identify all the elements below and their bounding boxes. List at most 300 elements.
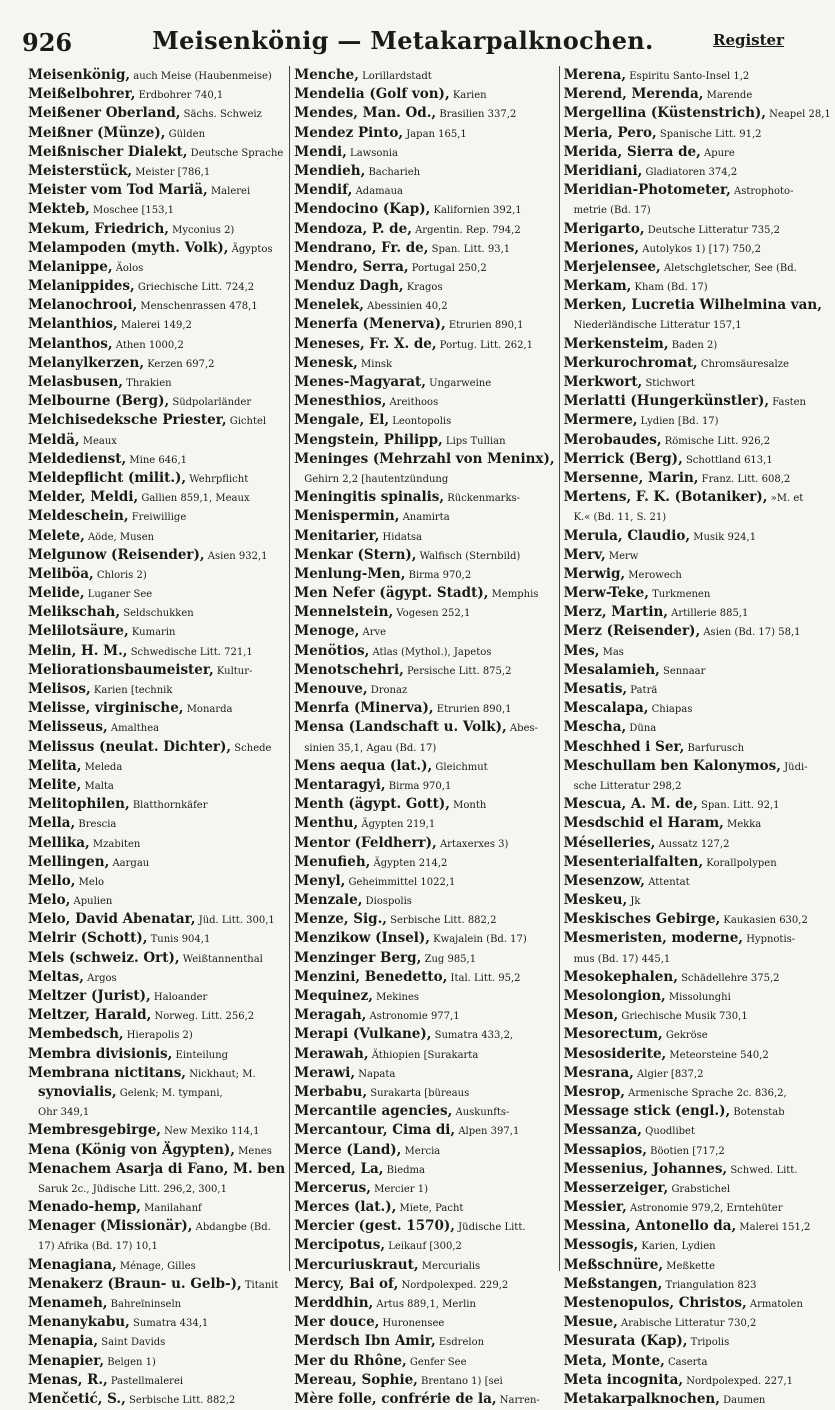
entry-reference: Paträ	[627, 685, 658, 696]
entry-headword: Mertens, F. K. (Botaniker),	[563, 489, 768, 506]
entry-headword: Melanochrooi,	[28, 297, 138, 314]
entry-headword: Messapios,	[563, 1141, 647, 1158]
entry-reference: Ägypten 219,1	[358, 819, 436, 831]
index-entry	[294, 411, 554, 430]
index-entry	[294, 220, 554, 239]
entry-reference: Amalthea	[107, 723, 160, 735]
entry-reference: Zug 985,1	[421, 953, 477, 965]
entry-headword: Menado-hemp,	[28, 1199, 141, 1216]
index-entry	[294, 1006, 554, 1025]
index-entry	[564, 162, 831, 181]
entry-reference: Etrurien 890,1	[445, 320, 524, 332]
index-entry	[564, 680, 831, 699]
entry-reference: Einteilung	[172, 1049, 229, 1061]
entry-reference: mus (Bd. 17) 445,1	[573, 953, 671, 965]
entry-headword: Mendes, Man. Od.,	[294, 105, 437, 122]
index-entry	[294, 450, 554, 469]
entry-headword: Meldeschein,	[28, 508, 129, 525]
index-entry	[28, 987, 285, 1006]
index-entry	[564, 1256, 831, 1275]
index-entry	[564, 1025, 831, 1044]
entry-headword: Mesatis,	[563, 681, 628, 697]
entry-headword: Mendi,	[294, 143, 347, 160]
index-entry	[28, 354, 285, 373]
entry-reference: Missolunghi	[665, 992, 731, 1003]
index-entry	[28, 1198, 285, 1217]
entry-headword: Melgunow (Reisender),	[28, 546, 205, 563]
entry-reference: Mercier 1)	[370, 1183, 428, 1195]
entry-reference: Botenstab	[730, 1107, 785, 1119]
index-entry	[564, 603, 831, 622]
index-entry	[294, 661, 554, 680]
entry-headword: Merena,	[563, 67, 627, 83]
entry-reference: Meaux	[79, 435, 117, 447]
entry-reference: Areithoos	[386, 397, 439, 409]
entry-headword: Meldedienst,	[28, 450, 127, 467]
entry-reference: Artaxerxes 3)	[436, 838, 509, 850]
entry-headword: Mercuriuskraut,	[294, 1256, 419, 1273]
entry-reference: Aussatz 127,2	[655, 838, 730, 850]
entry-headword: Meta, Monte,	[563, 1352, 665, 1369]
entry-reference: Anamirta	[399, 512, 450, 524]
index-entry	[294, 1371, 554, 1390]
entry-headword: Menouve,	[294, 681, 368, 697]
entry-headword: Message stick (engl.),	[563, 1103, 731, 1120]
index-entry	[294, 680, 554, 699]
entry-reference: Musik 924,1	[690, 531, 757, 543]
entry-reference: Malta	[81, 780, 114, 792]
index-entry	[28, 335, 285, 354]
entry-reference: Moschee [153,1	[89, 205, 175, 217]
index-entry	[294, 834, 554, 853]
index-entry	[28, 1256, 285, 1275]
entry-headword: Metakarpalknochen,	[563, 1390, 720, 1407]
entry-headword: Menerfa (Menerva),	[294, 316, 446, 333]
entry-reference: Neapel 28,1	[765, 109, 831, 121]
index-entry	[294, 1141, 554, 1160]
entry-reference: Brentano 1) [sei	[417, 1375, 503, 1387]
entry-reference: Tripolis	[687, 1337, 730, 1349]
entry-reference: Miete, Pacht	[396, 1203, 464, 1215]
index-entry	[564, 354, 831, 373]
entry-headword: Menapia,	[28, 1333, 99, 1350]
index-entry	[28, 239, 285, 258]
entry-headword: Membra divisionis,	[28, 1045, 173, 1062]
index-column-right	[559, 66, 835, 1407]
entry-reference: Malerei 151,2	[736, 1222, 811, 1234]
index-entry	[564, 1390, 831, 1409]
entry-reference: Month	[449, 800, 487, 812]
entry-headword: Mendelia (Golf von),	[294, 86, 450, 103]
entry-headword: Meragah,	[294, 1007, 367, 1024]
entry-headword: Melder, Meldi,	[28, 489, 139, 506]
entry-reference: Südpolarländer	[169, 397, 252, 409]
entry-reference: Jüdische Litt.	[454, 1222, 526, 1234]
entry-reference: Ägyptos	[228, 243, 273, 255]
entry-headword: Mersenne, Marin,	[563, 469, 699, 486]
entry-reference: Leikauf [300,2	[385, 1241, 462, 1253]
entry-headword: Menyl,	[294, 872, 346, 889]
index-entry	[564, 738, 831, 757]
entry-reference: Nickhaut; M.	[186, 1068, 256, 1080]
index-entry	[294, 814, 554, 833]
index-entry	[28, 1064, 285, 1083]
index-entry	[294, 929, 554, 948]
index-entry	[564, 1083, 831, 1102]
entry-headword: Mequinez,	[294, 988, 373, 1004]
entry-reference: Merw	[605, 550, 639, 562]
index-entry	[564, 373, 831, 392]
entry-headword: Menkar (Stern),	[294, 546, 417, 563]
entry-headword: Mello,	[28, 872, 76, 889]
index-entry	[28, 296, 285, 315]
index-entry	[28, 220, 285, 239]
entry-reference: Marende	[703, 90, 753, 102]
entry-reference: Kham (Bd. 17)	[631, 282, 708, 294]
index-entry	[564, 795, 831, 814]
entry-reference: Karien [technik	[90, 685, 173, 696]
index-entry	[28, 1294, 285, 1313]
entry-reference: Menschenrassen 478,1	[137, 301, 258, 313]
index-entry	[564, 1313, 831, 1332]
entry-reference: Saint Davids	[98, 1337, 166, 1349]
index-entry	[28, 258, 285, 277]
index-entry	[564, 1141, 831, 1160]
entry-reference: Artillerie 885,1	[667, 608, 749, 620]
entry-reference: Mzabiten	[89, 838, 141, 850]
entry-headword: Menas, R.,	[28, 1371, 108, 1388]
entry-headword: Menes-Magyarat,	[294, 374, 426, 390]
entry-headword: Mendro, Serra,	[294, 258, 409, 275]
entry-reference: Argos	[83, 972, 117, 984]
entry-reference: Menes	[235, 1145, 272, 1157]
entry-reference: metrie (Bd. 17)	[573, 205, 651, 217]
entry-headword: Melanthios,	[28, 316, 118, 333]
index-column-middle	[289, 66, 558, 1407]
index-entry	[28, 315, 285, 334]
entry-reference: Spanische Litt. 91,2	[656, 128, 762, 140]
entry-headword: Merjelensee,	[563, 258, 661, 275]
index-entry	[564, 411, 831, 430]
index-entry	[564, 239, 831, 258]
entry-reference: Ménage, Gilles	[116, 1260, 196, 1272]
entry-headword: Melo, David Abenatar,	[28, 911, 196, 928]
entry-headword: Melikschah,	[28, 604, 121, 621]
index-entry	[564, 1352, 831, 1371]
entry-headword: Meria, Pero,	[563, 124, 657, 141]
entry-headword: Melisse, virginische,	[28, 700, 184, 717]
entry-headword: Melo,	[28, 892, 71, 909]
entry-headword: Mesolongion,	[563, 988, 666, 1004]
index-entry	[564, 661, 831, 680]
entry-reference: Apulien	[70, 896, 113, 908]
index-entry	[28, 910, 285, 929]
entry-headword: Mendrano, Fr. de,	[294, 239, 429, 256]
index-entry	[294, 872, 554, 891]
index-entry	[294, 315, 554, 334]
index-entry	[564, 1102, 831, 1121]
index-entry	[564, 296, 831, 315]
entry-headword: Meisenkönig,	[28, 67, 131, 83]
index-entry	[28, 1275, 285, 1294]
entry-headword: Mendoza, P. de,	[294, 220, 412, 237]
entry-reference: Autolykos 1) [17) 750,2	[639, 243, 761, 255]
index-entry	[564, 1179, 831, 1198]
index-entry	[28, 853, 285, 872]
entry-headword: Melete,	[28, 527, 85, 544]
entry-reference: Ägypten 214,2	[370, 857, 448, 869]
entry-headword: Mesrana,	[563, 1064, 634, 1081]
index-entry	[28, 450, 285, 469]
index-entry	[564, 431, 831, 450]
index-entry	[294, 1083, 554, 1102]
index-entry	[294, 162, 554, 181]
index-entry	[294, 124, 554, 143]
entry-headword: Mesmeristen, moderne,	[563, 930, 744, 947]
index-entry	[294, 239, 554, 258]
entry-reference: Alpen 397,1	[455, 1126, 520, 1138]
entry-headword: Meißner (Münze),	[28, 124, 166, 141]
entry-headword: Mer du Rhône,	[294, 1352, 407, 1369]
index-entry	[294, 1160, 554, 1179]
page-number: 926	[22, 28, 73, 57]
entry-reference: Diospolis	[362, 896, 412, 908]
entry-reference: Wehrpflicht	[186, 473, 249, 485]
entry-headword: Merken, Lucretia Wilhelmina van,	[563, 297, 822, 314]
entry-headword: Messina, Antonello da,	[563, 1218, 737, 1235]
entry-headword: Melisseus,	[28, 719, 108, 736]
entry-reference: Armatolen	[746, 1299, 803, 1310]
entry-reference: Esdrelon	[435, 1337, 485, 1349]
entry-reference: Abes-	[506, 723, 538, 735]
index-entry	[28, 680, 285, 699]
entry-headword: Merobaudes,	[563, 431, 662, 448]
index-entry	[294, 603, 554, 622]
entry-reference: Luganer See	[84, 589, 153, 601]
entry-headword: Menotschehri,	[294, 661, 404, 678]
entry-headword: Meschullam ben Kalonymos,	[563, 757, 781, 774]
page-title: Meisenkönig — Metakarpalknochen.	[152, 26, 654, 55]
entry-headword: Mes,	[563, 642, 600, 659]
index-entry	[28, 1352, 285, 1371]
entry-reference: Gichtel	[226, 416, 267, 428]
index-entry	[28, 584, 285, 603]
index-entry	[28, 1160, 285, 1179]
entry-reference: Ungarweine	[425, 378, 492, 389]
index-entry	[28, 1141, 285, 1160]
entry-reference: Lydien [Bd. 17)	[637, 416, 719, 428]
entry-reference: Brescia	[75, 819, 117, 831]
index-entry	[564, 200, 831, 219]
entry-headword: Merw-Teke,	[563, 585, 649, 602]
entry-headword: Mesurata (Kap),	[563, 1333, 688, 1350]
index-entry	[564, 565, 831, 584]
index-entry	[28, 181, 285, 200]
entry-reference: Armenische Sprache 2c. 836,2,	[624, 1087, 787, 1099]
index-entry	[564, 392, 831, 411]
index-entry	[28, 622, 285, 641]
index-entry	[294, 584, 554, 603]
entry-headword: Mentaragyi,	[294, 776, 386, 793]
entry-headword: Mercerus,	[294, 1179, 371, 1196]
entry-headword: Meßschnüre,	[563, 1256, 664, 1273]
index-entry	[294, 1217, 554, 1236]
entry-headword: Melampoden (myth. Volk),	[28, 239, 229, 256]
entry-headword: Meta incognita,	[563, 1371, 684, 1388]
entry-reference: Bacharieh	[365, 166, 421, 178]
index-entry	[28, 1236, 285, 1255]
index-entry	[28, 469, 285, 488]
entry-reference: Meister [786,1	[132, 166, 211, 178]
index-entry	[294, 335, 554, 354]
entry-reference: Schädellehre 375,2	[677, 972, 780, 984]
entry-headword: Meltzer (Jurist),	[28, 988, 151, 1004]
entry-headword: Menufieh,	[294, 853, 371, 870]
entry-reference: Adamaua	[352, 186, 404, 198]
entry-headword: Mescha,	[563, 719, 627, 736]
entry-reference: Birma 970,1	[385, 780, 452, 792]
index-entry	[294, 431, 554, 450]
index-entry	[294, 469, 554, 488]
entry-headword: Merddhin,	[294, 1295, 374, 1311]
entry-headword: Messenius, Johannes,	[563, 1160, 728, 1177]
index-entry	[564, 85, 831, 104]
index-entry	[294, 258, 554, 277]
entry-reference: Aargau	[109, 857, 150, 869]
entry-headword: Mentor (Feldherr),	[294, 834, 437, 851]
entry-headword: Membrana nictitans,	[28, 1064, 187, 1081]
entry-headword: Melide,	[28, 585, 85, 602]
entry-headword: Meldä,	[28, 431, 80, 448]
index-columns	[24, 66, 831, 1407]
entry-reference: Baden 2)	[668, 339, 718, 351]
index-entry	[564, 124, 831, 143]
entry-reference: Sumatra 433,2,	[431, 1030, 514, 1042]
entry-reference: Span. Litt. 93,1	[428, 243, 511, 255]
index-entry	[28, 949, 285, 968]
index-entry	[564, 987, 831, 1006]
index-entry	[28, 488, 285, 507]
entry-reference: Haloander	[150, 992, 208, 1003]
entry-reference: Jüd. Litt. 300,1	[195, 915, 275, 927]
entry-reference: Aletschgletscher, See (Bd.	[660, 262, 797, 274]
entry-reference: Geheimmittel 1022,1	[345, 876, 456, 888]
entry-reference: Erdbohrer 740,1	[135, 90, 224, 102]
entry-reference: Astronomie 979,2, Erntehüter	[626, 1203, 783, 1215]
index-entry	[28, 776, 285, 795]
entry-headword: Mels (schweiz. Ort),	[28, 949, 180, 966]
index-entry	[28, 1217, 285, 1236]
entry-headword: Mella,	[28, 815, 76, 832]
entry-headword: Menötios,	[294, 642, 370, 659]
entry-headword: synovialis,	[38, 1083, 117, 1100]
entry-reference: Schede	[231, 742, 272, 754]
index-entry	[28, 929, 285, 948]
index-entry	[564, 718, 831, 737]
entry-headword: Menispermin,	[294, 508, 400, 525]
entry-headword: Menitarier,	[294, 527, 380, 544]
entry-reference: Freiwillige	[128, 512, 187, 524]
entry-reference: Portug. Litt. 262,1	[436, 339, 533, 351]
entry-headword: Meridian-Photometer,	[563, 182, 731, 199]
entry-reference: Franz. Litt. 608,2	[698, 473, 791, 485]
entry-headword: Meriones,	[563, 239, 640, 256]
entry-reference: Monarda	[183, 704, 233, 716]
index-entry	[564, 104, 831, 123]
index-entry	[294, 1256, 554, 1275]
entry-reference: Gladiatoren 374,2	[642, 166, 738, 178]
entry-headword: Melanthos,	[28, 335, 113, 352]
entry-headword: Merlatti (Hungerkünstler),	[563, 393, 770, 410]
entry-reference: Blatthornkäfer	[129, 800, 208, 812]
index-entry	[564, 929, 831, 948]
entry-headword: Mesenterialfalten,	[563, 853, 704, 870]
entry-reference: Barfurusch	[684, 742, 745, 754]
entry-reference: Astronomie 977,1	[366, 1011, 460, 1023]
index-entry	[294, 738, 554, 757]
index-entry	[564, 315, 831, 334]
index-entry	[564, 1006, 831, 1025]
entry-reference: Böotien [717,2	[646, 1145, 725, 1157]
entry-reference: Deutsche Litteratur 735,2	[644, 224, 781, 236]
entry-headword: Melita,	[28, 757, 82, 774]
entry-reference: Gleichmut	[432, 761, 488, 773]
entry-headword: Messier,	[563, 1199, 627, 1216]
entry-reference: Tunis 904,1	[147, 934, 211, 946]
entry-headword: Membresgebirge,	[28, 1122, 161, 1139]
entry-reference: Meteorsteine 540,2	[666, 1049, 769, 1061]
entry-reference: Nordpolexped. 229,2	[398, 1279, 509, 1291]
entry-reference: Pastellmalerei	[107, 1375, 184, 1387]
entry-headword: Mendez Pinto,	[294, 124, 404, 141]
entry-headword: Mekum, Friedrich,	[28, 220, 169, 237]
index-entry	[28, 527, 285, 546]
entry-reference: Genfer See	[406, 1356, 467, 1368]
entry-headword: Merkurochromat,	[563, 354, 698, 371]
index-entry	[564, 1121, 831, 1140]
entry-reference: Sächs. Schweiz	[180, 109, 262, 121]
entry-headword: Méselleries,	[563, 834, 656, 851]
entry-headword: Mercy, Bai of,	[294, 1275, 399, 1292]
index-entry	[294, 1179, 554, 1198]
entry-reference: Deutsche Sprache	[187, 147, 284, 159]
entry-headword: Meningitis spinalis,	[294, 489, 445, 506]
entry-reference: Leontopolis	[389, 416, 452, 428]
entry-headword: Menager (Missionär),	[28, 1218, 193, 1235]
entry-reference: Turkmenen	[648, 589, 711, 601]
entry-reference: Rückenmarks-	[444, 493, 521, 505]
entry-reference: Mine 646,1	[126, 454, 187, 466]
entry-headword: Menčetić, S.,	[28, 1390, 126, 1407]
entry-reference: Mercia	[401, 1145, 441, 1157]
entry-headword: Melanylkerzen,	[28, 354, 145, 371]
entry-headword: Menelek,	[294, 297, 364, 314]
entry-headword: Meliböa,	[28, 565, 94, 582]
entry-headword: Mellika,	[28, 834, 90, 851]
entry-reference: Weißtannenthal	[179, 953, 263, 965]
entry-headword: Menesk,	[294, 354, 358, 371]
entry-headword: Messogis,	[563, 1237, 639, 1254]
entry-reference: Gekröse	[662, 1030, 708, 1042]
index-entry	[564, 220, 831, 239]
entry-headword: Melin, H. M.,	[28, 642, 128, 659]
entry-headword: Mesalamieh,	[563, 661, 660, 678]
entry-headword: Mercipotus,	[294, 1237, 386, 1254]
index-entry	[294, 622, 554, 641]
index-entry	[564, 910, 831, 929]
entry-reference: Lawsonia	[346, 147, 398, 159]
entry-reference: sche Litteratur 298,2	[573, 780, 682, 792]
